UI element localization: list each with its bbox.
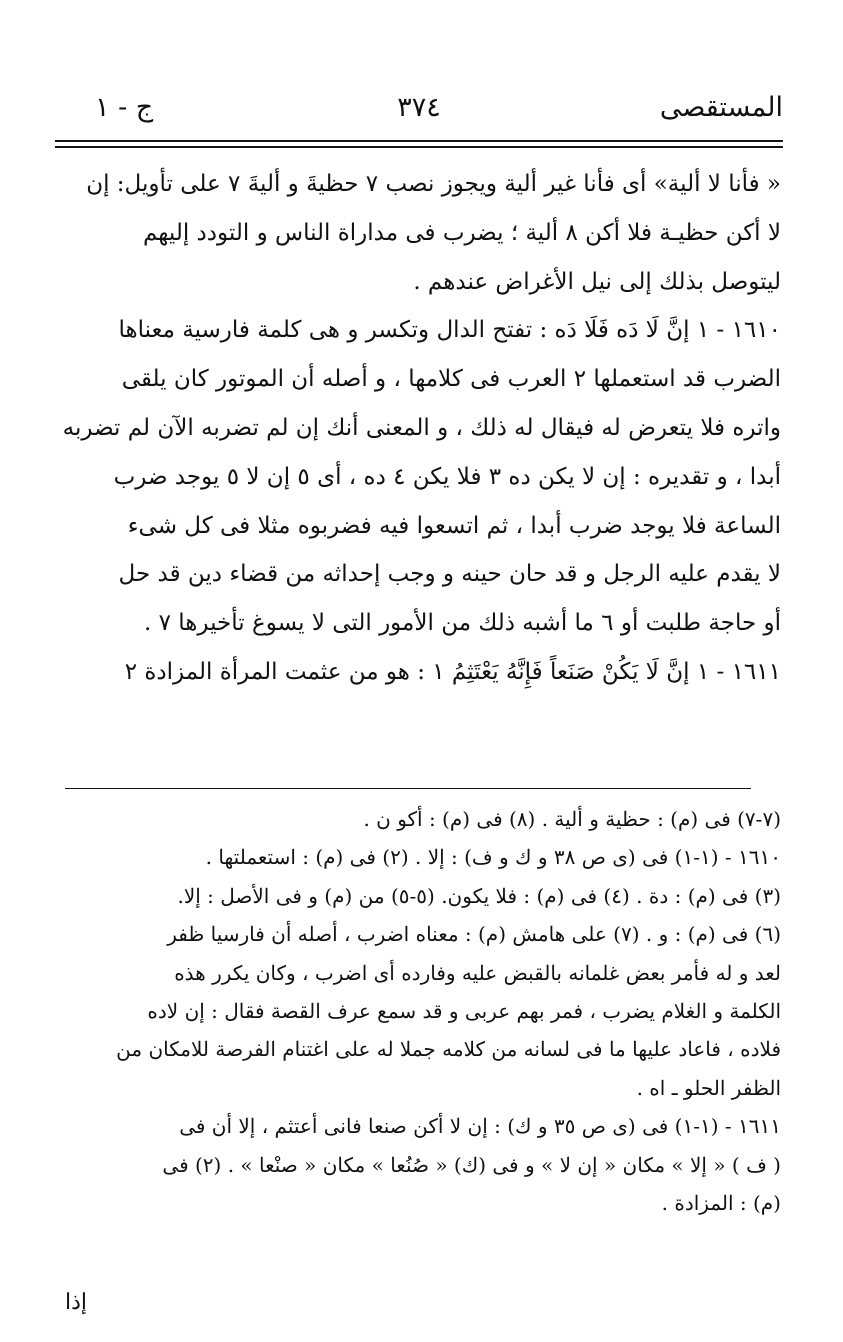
page-header (55, 88, 783, 128)
proverb-1611-line: ١٦١١ - ١ إنَّ لَا يَكُنْ صَنَعاً فَإِنَّهُ يَعْتَثِمُ ١ : هو من عثمت المرأة المزادة ٢ (124, 658, 781, 685)
footnote-line: ١٦١٠ - (١-١) فى (ى ص ٣٨ و ك و ف) : إلا . (٢) فى (م) : استعملتها . (205, 845, 781, 870)
footnotes (62, 800, 781, 1222)
text-line: لا يقدم عليه الرجل و قد حان حينه و وجب إحداثه من قضاء دين قد حل (118, 561, 781, 588)
footnote-separator (65, 788, 751, 789)
text-line: أبدا ، و تقديره : إن لا يكن ده ٣ فلا يكن ٤ ده ، أى ٥ إن لا ٥ يوجد ضرب (113, 463, 781, 490)
footnote-line: (م) : المزادة . (661, 1191, 781, 1216)
main-text (60, 160, 781, 697)
text-line: ليتوصل بذلك إلى نيل الأغراض عندهم . (413, 268, 781, 295)
text-line: « فأنا لا ألية» أى فأنا غير ألية ويجوز نصب ٧ حظيةَ و أليةَ ٧ على تأويل: إن (86, 171, 781, 197)
footnote-line: لعد و له فأمر بعض غلمانه بالقبض عليه وفارده أى اضرب ، وكان يكرر هذه (174, 960, 781, 985)
catchword: إذا (65, 1290, 88, 1315)
text-line: أو حاجة طلبت أو ٦ ما أشبه ذلك من الأمور التى لا يسوغ تأخيرها ٧ . (143, 610, 781, 637)
header-rule-top (55, 140, 783, 142)
footnote-line: (٧-٧) فى (م) : حظية و ألية . (٨) فى (م) : أكو ن . (363, 807, 781, 831)
footnote-line: الكلمة و الغلام يضرب ، فمر بهم عربى و قد سمع عرف القصة فقال : إن لاده (147, 999, 781, 1024)
text-line: الساعة فلا يوجد ضرب أبدا ، ثم اتسعوا فيه فضربوه مثلا فى كل شىء (127, 512, 781, 539)
footnote-line: فلاده ، فاعاد عليها ما فى لسانه من كلامه جملا له على اغتنام الفرصة للامكان من (116, 1037, 781, 1062)
page-number: ٣٧٤ (397, 92, 441, 123)
footnote-line: ( ف ) « إلا » مكان « إن لا » و فى (ك) « صُنُعا » مكان « صنْعا » . (٢) فى (162, 1152, 781, 1177)
text-line: لا أكن حظيـة فلا أكن ٨ ألية ؛ يضرب فى مداراة الناس و التودد إليهم (143, 219, 781, 246)
footnote-line: (٦) فى (م) : و . (٧) على هامش (م) : معناه اضرب ، أصله أن فارسيا ظفر (167, 922, 781, 947)
text-line: واتره فلا يتعرض له فيقال له ذلك ، و المعنى أنك إن لم تضربه الآن لم تضربه (62, 414, 781, 441)
header-rule-bottom (55, 146, 783, 148)
footnote-line: ١٦١١ - (١-١) فى (ى ص ٣٥ و ك) : إن لا أكن صنعا فانى أعتثم ، إلا أن فى (179, 1114, 781, 1139)
proverb-1610-line: ١٦١٠ - ١ إنَّ لَا دَه فَلَا دَه : تفتح الدال وتكسر و هى كلمة فارسية معناها (118, 317, 781, 344)
volume-label: ج - ١ (95, 92, 154, 123)
book-title: المستقصى (659, 92, 783, 123)
footnote-line: (٣) فى (م) : دة . (٤) فى (م) : فلا يكون. (٥-٥) من (م) و فى الأصل : إلا. (177, 883, 781, 908)
text-line: الضرب قد استعملها ٢ العرب فى كلامها ، و أصله أن الموتور كان يلقى (121, 366, 781, 393)
footnote-line: الظفر الحلو ـ اه . (636, 1075, 781, 1100)
